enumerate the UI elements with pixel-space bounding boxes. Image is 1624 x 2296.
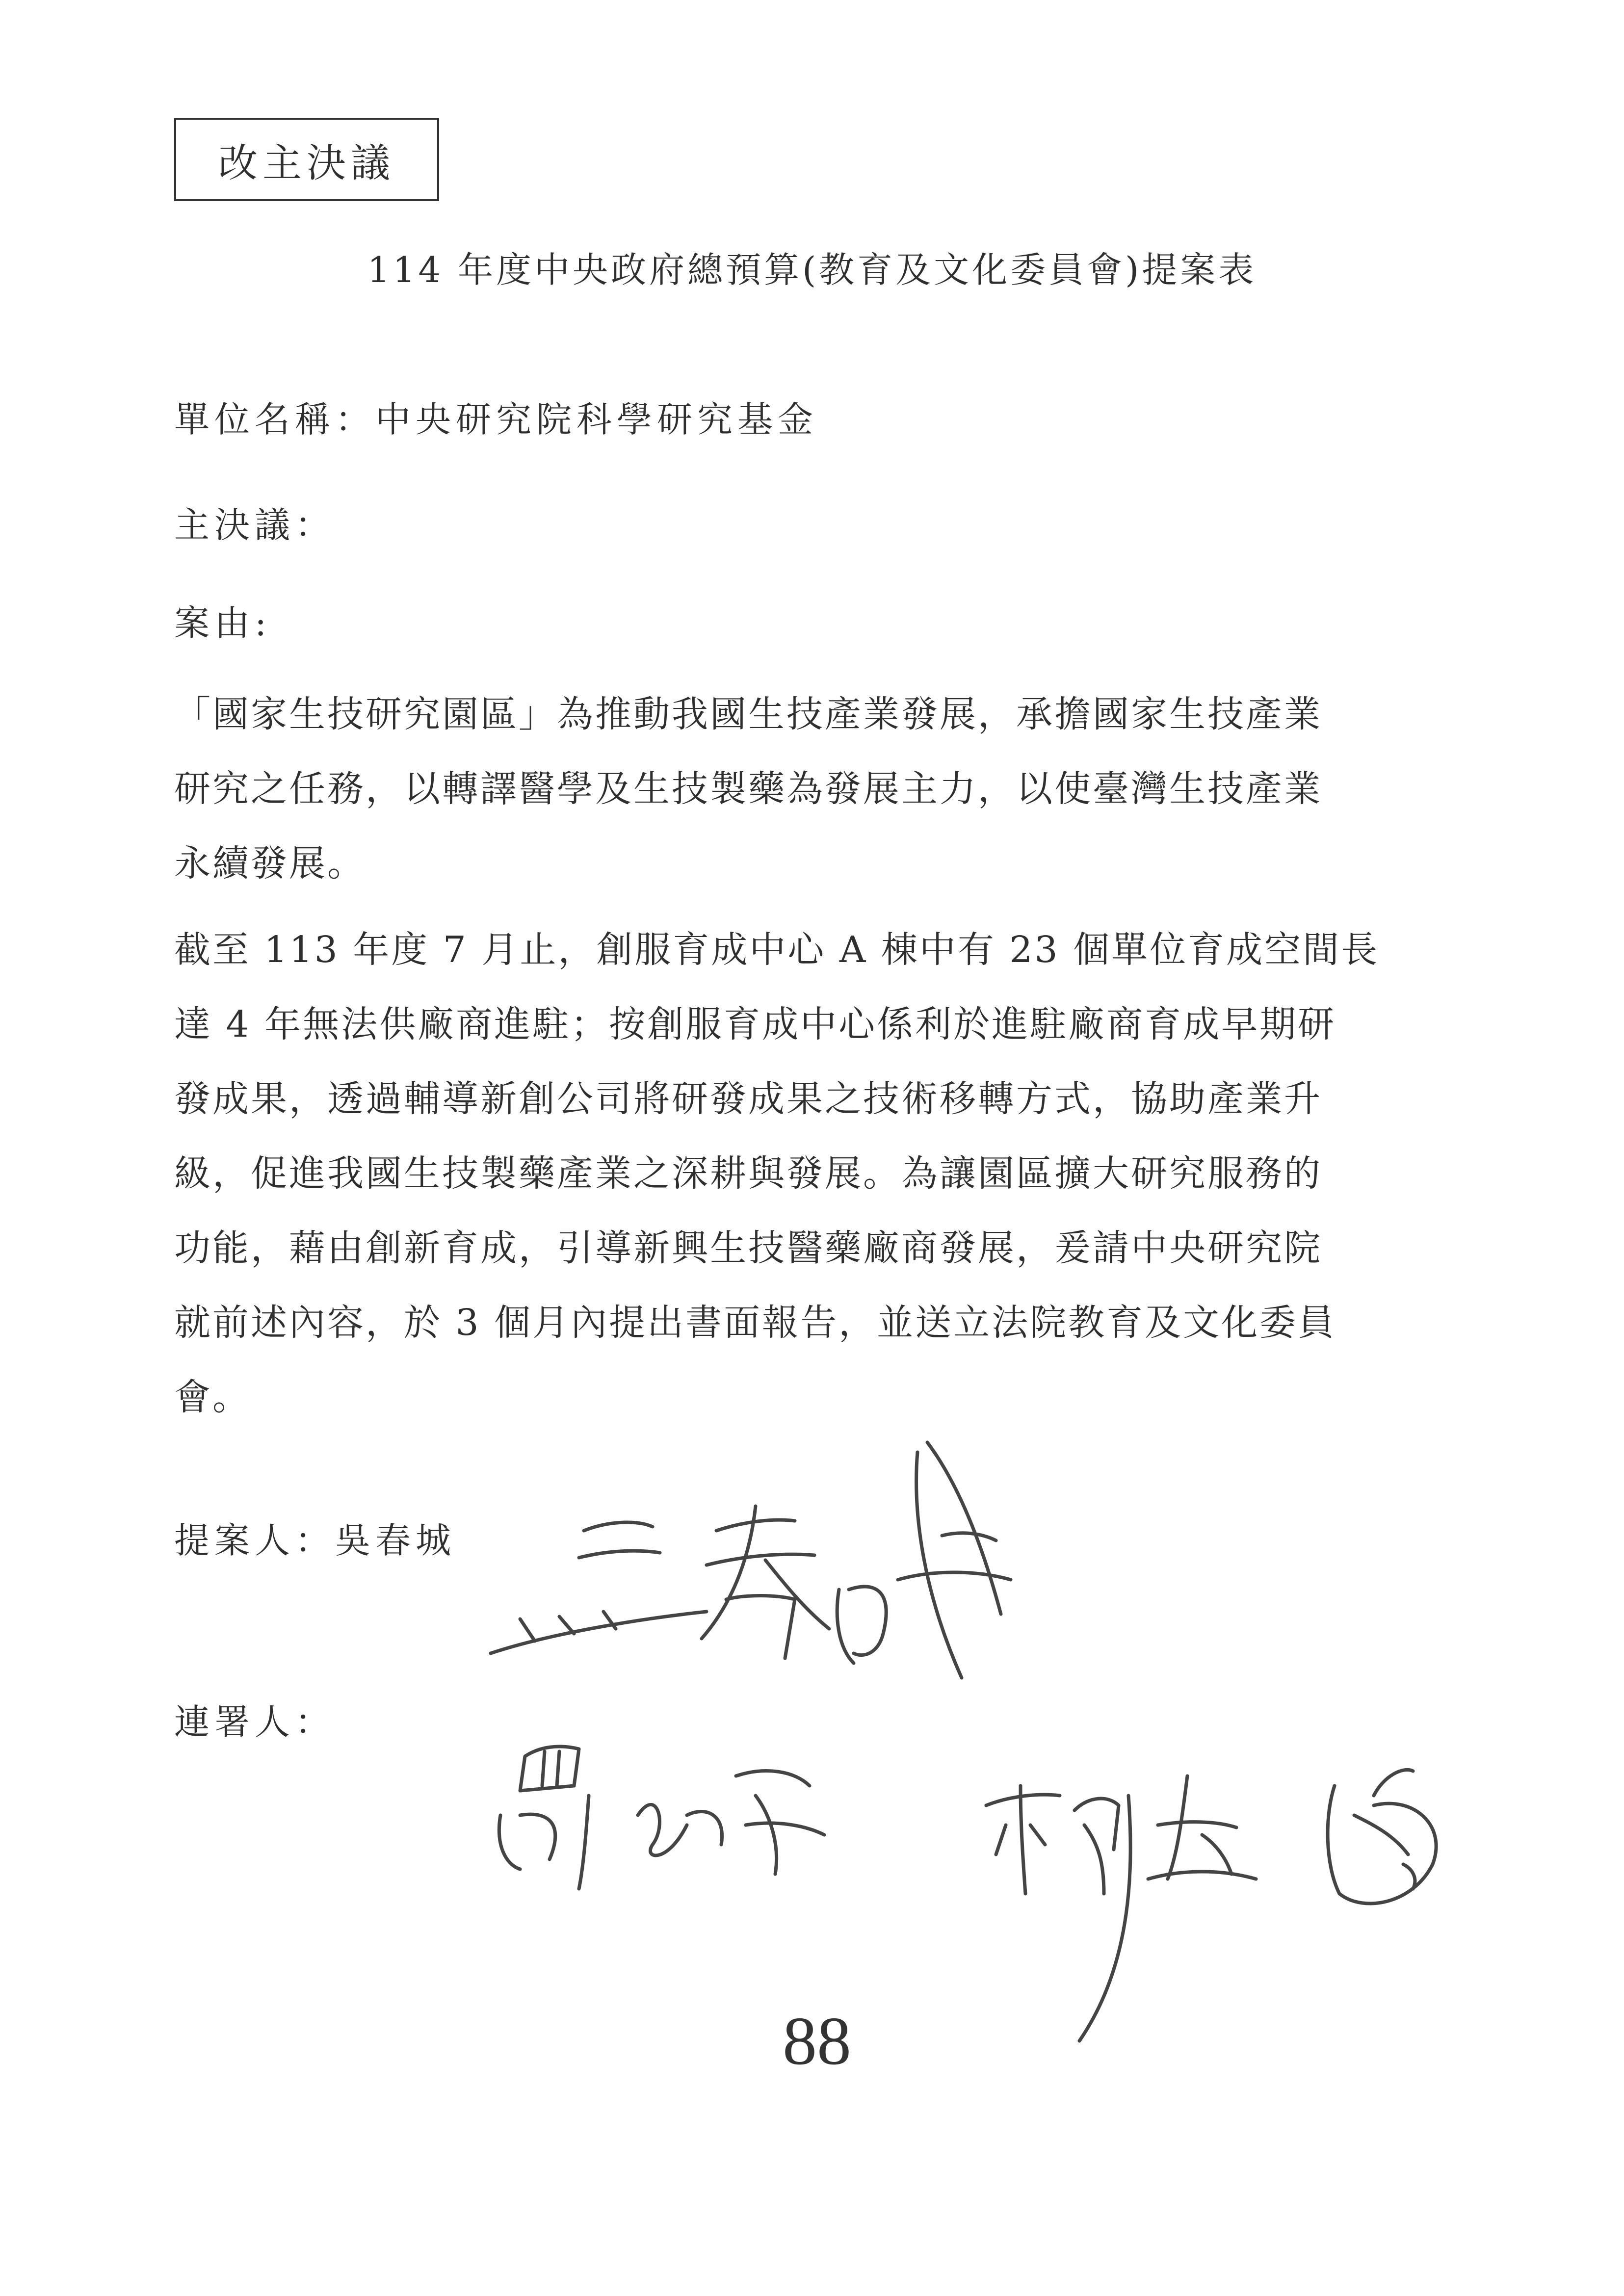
paragraph-2-line: 會。 xyxy=(174,1376,251,1418)
paragraph-2-line: 功能，藉由創新育成，引導新興生技醫藥廠商發展，爰請中央研究院 xyxy=(174,1227,1322,1269)
paragraph-2-line: 達 4 年無法供廠商進駐；按創服育成中心係利於進駐廠商育成早期研 xyxy=(174,1003,1336,1045)
paragraph-2-line: 級，促進我國生技製藥產業之深耕與發展。為讓園區擴大研究服務的 xyxy=(174,1152,1322,1195)
page-number: 88 xyxy=(783,2003,851,2079)
reason-label: 案由: xyxy=(174,602,272,644)
document-tag: 改主決議 xyxy=(174,118,439,201)
proposer-name: 吳春城 xyxy=(335,1520,456,1561)
main-resolution-label: 主決議： xyxy=(174,504,336,546)
paragraph-2-line: 就前述內容，於 3 個月內提出書面報告，並送立法院教育及文化委員 xyxy=(174,1302,1336,1344)
paragraph-1-line: 「國家生技研究園區」為推動我國生技產業發展，承擔國家生技產業 xyxy=(174,693,1322,735)
paragraph-2-line: 截至 113 年度 7 月止，創服育成中心 A 棟中有 23 個單位育成空間長 xyxy=(174,929,1380,971)
proposer-signature xyxy=(491,1442,1011,1678)
unit-value: 中央研究院科學研究基金 xyxy=(375,399,818,440)
proposer-label: 提案人： xyxy=(174,1520,336,1561)
unit-label: 單位名稱： xyxy=(174,399,376,440)
document-title: 114 年度中央政府總預算(教育及文化委員會)提案表 xyxy=(367,249,1257,290)
cosigner-label: 連署人： xyxy=(174,1701,336,1743)
paragraph-2-line: 發成果，透過輔導新創公司將研發成果之技術移轉方式，協助產業升 xyxy=(174,1078,1322,1120)
cosigner-signature-2 xyxy=(986,1770,1436,2041)
cosigner-signature-1 xyxy=(499,1747,824,1889)
paragraph-1-line: 永續發展。 xyxy=(174,842,366,885)
paragraph-1-line: 研究之任務，以轉譯醫學及生技製藥為發展主力，以使臺灣生技產業 xyxy=(174,768,1322,810)
